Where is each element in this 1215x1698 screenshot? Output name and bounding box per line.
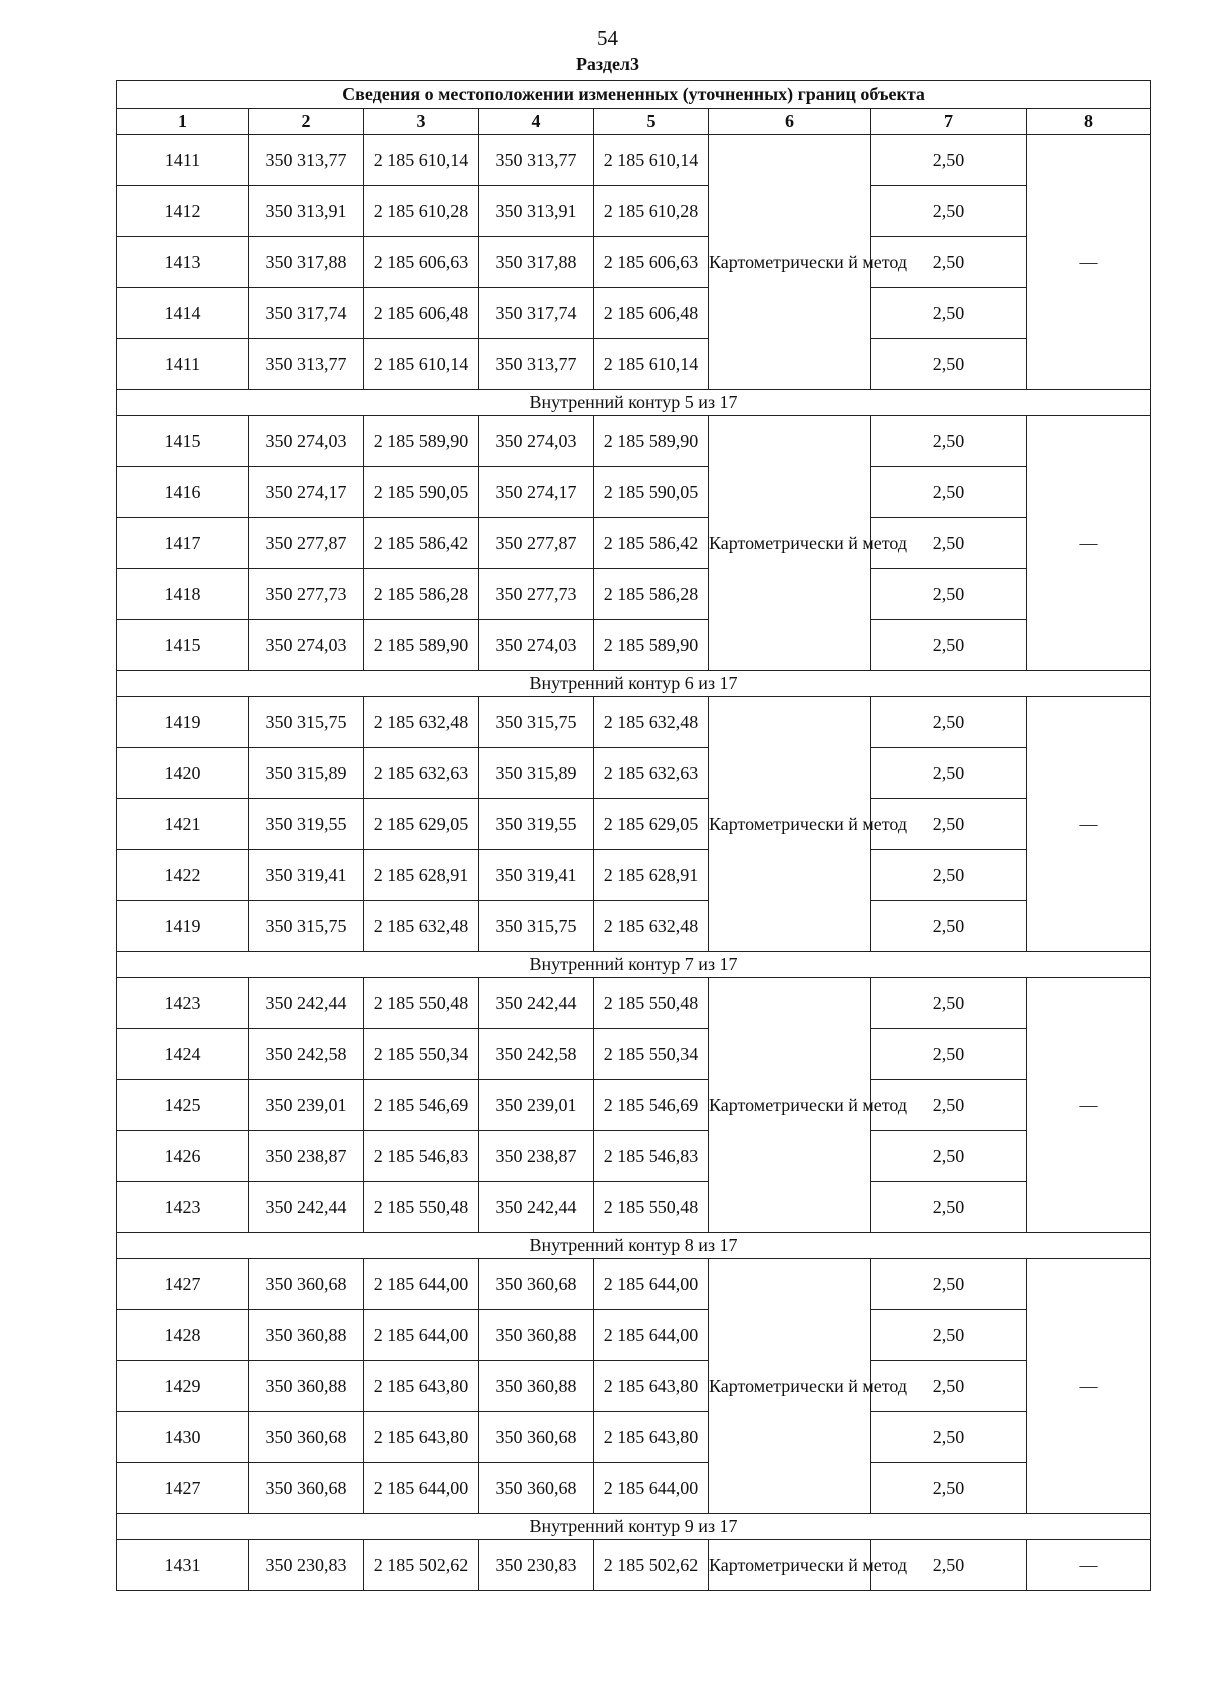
coord-x-new-cell: 350 238,87 [479,1131,594,1182]
coord-x-new-cell: 350 277,87 [479,518,594,569]
coord-x-cell: 350 239,01 [249,1080,364,1131]
table-row [117,569,1151,620]
coord-y-new-cell: 2 185 632,48 [594,697,709,748]
column-header: 2 [249,109,364,135]
method-cell: Картометрически й метод [709,978,871,1233]
coord-x-new-cell: 350 317,74 [479,288,594,339]
section-title: Раздел3 [575,54,640,74]
coord-y-new-cell: 2 185 550,34 [594,1029,709,1080]
accuracy-cell: 2,50 [871,850,1027,901]
coord-y-new-cell: 2 185 643,80 [594,1361,709,1412]
coord-x-cell: 350 242,44 [249,1182,364,1233]
point-number-cell: 1421 [117,799,249,850]
table-row [117,467,1151,518]
table-row [117,1310,1151,1361]
coord-y-new-cell: 2 185 586,28 [594,569,709,620]
description-cell: — [1027,697,1151,952]
point-number-cell: 1417 [117,518,249,569]
coord-x-cell: 350 277,73 [249,569,364,620]
coord-y-cell: 2 185 632,48 [364,697,479,748]
coord-y-new-cell: 2 185 550,48 [594,978,709,1029]
table-row [117,288,1151,339]
table-row [117,620,1151,671]
point-number-cell: 1427 [117,1259,249,1310]
coord-y-new-cell: 2 185 610,28 [594,186,709,237]
accuracy-cell: 2,50 [871,1310,1027,1361]
coord-y-cell: 2 185 629,05 [364,799,479,850]
coord-x-cell: 350 274,03 [249,416,364,467]
contour-label: Внутренний контур 9 из 17 [117,1514,1151,1540]
coord-y-cell: 2 185 589,90 [364,416,479,467]
accuracy-cell: 2,50 [871,237,1027,288]
coord-x-cell: 350 313,77 [249,135,364,186]
coord-x-new-cell: 350 360,68 [479,1259,594,1310]
coord-y-cell: 2 185 590,05 [364,467,479,518]
coord-y-new-cell: 2 185 502,62 [594,1540,709,1591]
coord-y-cell: 2 185 644,00 [364,1259,479,1310]
coord-y-cell: 2 185 550,34 [364,1029,479,1080]
description-cell: — [1027,135,1151,390]
page-number: 54 [597,26,618,50]
table-row [117,339,1151,390]
coord-x-new-cell: 350 242,58 [479,1029,594,1080]
coord-y-cell: 2 185 610,14 [364,339,479,390]
coord-y-new-cell: 2 185 632,63 [594,748,709,799]
coord-x-cell: 350 277,87 [249,518,364,569]
contour-row [117,1233,1151,1259]
point-number-cell: 1412 [117,186,249,237]
column-header: 1 [117,109,249,135]
coord-y-new-cell: 2 185 643,80 [594,1412,709,1463]
coord-x-cell: 350 360,68 [249,1412,364,1463]
coord-x-new-cell: 350 313,77 [479,135,594,186]
accuracy-cell: 2,50 [871,620,1027,671]
coord-y-new-cell: 2 185 546,69 [594,1080,709,1131]
coord-y-new-cell: 2 185 590,05 [594,467,709,518]
point-number-cell: 1415 [117,620,249,671]
accuracy-cell: 2,50 [871,288,1027,339]
table-row [117,135,1151,186]
coord-y-new-cell: 2 185 644,00 [594,1310,709,1361]
coord-y-new-cell: 2 185 606,63 [594,237,709,288]
table-row [117,1259,1151,1310]
coord-x-cell: 350 317,74 [249,288,364,339]
accuracy-cell: 2,50 [871,978,1027,1029]
coord-y-cell: 2 185 632,63 [364,748,479,799]
column-header: 4 [479,109,594,135]
table-body [117,135,1151,1591]
table-row [117,1131,1151,1182]
table-row [117,799,1151,850]
coord-y-new-cell: 2 185 586,42 [594,518,709,569]
contour-row [117,671,1151,697]
point-number-cell: 1422 [117,850,249,901]
table-row [117,237,1151,288]
accuracy-cell: 2,50 [871,1182,1027,1233]
description-cell: — [1027,416,1151,671]
coord-x-new-cell: 350 317,88 [479,237,594,288]
accuracy-cell: 2,50 [871,1131,1027,1182]
coord-y-new-cell: 2 185 550,48 [594,1182,709,1233]
coord-x-cell: 350 315,75 [249,901,364,952]
table-row [117,978,1151,1029]
description-cell: — [1027,978,1151,1233]
coord-y-cell: 2 185 644,00 [364,1310,479,1361]
table-row [117,697,1151,748]
coord-x-cell: 350 313,91 [249,186,364,237]
coord-y-new-cell: 2 185 628,91 [594,850,709,901]
coord-y-new-cell: 2 185 644,00 [594,1259,709,1310]
point-number-cell: 1427 [117,1463,249,1514]
coord-y-cell: 2 185 546,69 [364,1080,479,1131]
coord-y-cell: 2 185 550,48 [364,978,479,1029]
accuracy-cell: 2,50 [871,799,1027,850]
coord-x-new-cell: 350 313,91 [479,186,594,237]
accuracy-cell: 2,50 [871,1412,1027,1463]
table-row [117,1540,1151,1591]
coord-y-cell: 2 185 628,91 [364,850,479,901]
table-row [117,1361,1151,1412]
column-header: 7 [871,109,1027,135]
coordinates-table [116,80,1151,1591]
coord-y-new-cell: 2 185 589,90 [594,620,709,671]
coord-x-cell: 350 319,55 [249,799,364,850]
coord-x-cell: 350 230,83 [249,1540,364,1591]
accuracy-cell: 2,50 [871,518,1027,569]
coord-x-new-cell: 350 242,44 [479,1182,594,1233]
column-header: 6 [709,109,871,135]
accuracy-cell: 2,50 [871,339,1027,390]
coord-x-cell: 350 238,87 [249,1131,364,1182]
coord-x-cell: 350 274,17 [249,467,364,518]
coord-y-new-cell: 2 185 629,05 [594,799,709,850]
contour-label: Внутренний контур 6 из 17 [117,671,1151,697]
coord-x-cell: 350 360,88 [249,1310,364,1361]
coord-x-new-cell: 350 274,03 [479,416,594,467]
table-row [117,518,1151,569]
coord-y-new-cell: 2 185 606,48 [594,288,709,339]
coord-y-cell: 2 185 610,28 [364,186,479,237]
table-row [117,901,1151,952]
point-number-cell: 1431 [117,1540,249,1591]
coord-x-new-cell: 350 230,83 [479,1540,594,1591]
table-row [117,1029,1151,1080]
accuracy-cell: 2,50 [871,467,1027,518]
table-row [117,748,1151,799]
coord-x-new-cell: 350 313,77 [479,339,594,390]
contour-label: Внутренний контур 5 из 17 [117,390,1151,416]
coord-y-cell: 2 185 550,48 [364,1182,479,1233]
point-number-cell: 1430 [117,1412,249,1463]
point-number-cell: 1425 [117,1080,249,1131]
accuracy-cell: 2,50 [871,1540,1027,1591]
coord-x-cell: 350 313,77 [249,339,364,390]
coord-x-new-cell: 350 277,73 [479,569,594,620]
coord-y-new-cell: 2 185 546,83 [594,1131,709,1182]
point-number-cell: 1416 [117,467,249,518]
point-number-cell: 1420 [117,748,249,799]
coord-y-cell: 2 185 546,83 [364,1131,479,1182]
coord-x-cell: 350 242,44 [249,978,364,1029]
coord-y-cell: 2 185 643,80 [364,1412,479,1463]
coord-x-new-cell: 350 360,68 [479,1463,594,1514]
coord-y-cell: 2 185 502,62 [364,1540,479,1591]
coord-x-cell: 350 319,41 [249,850,364,901]
coord-y-cell: 2 185 644,00 [364,1463,479,1514]
point-number-cell: 1424 [117,1029,249,1080]
coord-y-new-cell: 2 185 644,00 [594,1463,709,1514]
coord-x-cell: 350 360,88 [249,1361,364,1412]
table-title: Сведения о местоположении измененных (уточненных) границ объекта [117,81,1151,109]
point-number-cell: 1423 [117,1182,249,1233]
coord-x-cell: 350 315,89 [249,748,364,799]
coord-x-cell: 350 317,88 [249,237,364,288]
coord-x-new-cell: 350 315,75 [479,901,594,952]
coord-y-cell: 2 185 643,80 [364,1361,479,1412]
coord-x-new-cell: 350 274,03 [479,620,594,671]
accuracy-cell: 2,50 [871,1361,1027,1412]
coord-y-new-cell: 2 185 610,14 [594,339,709,390]
coord-y-new-cell: 2 185 589,90 [594,416,709,467]
table-row [117,1080,1151,1131]
coord-x-new-cell: 350 319,55 [479,799,594,850]
coord-x-new-cell: 350 360,88 [479,1310,594,1361]
coord-x-new-cell: 350 315,75 [479,697,594,748]
coord-x-new-cell: 350 315,89 [479,748,594,799]
column-header: 3 [364,109,479,135]
accuracy-cell: 2,50 [871,1029,1027,1080]
point-number-cell: 1426 [117,1131,249,1182]
point-number-cell: 1418 [117,569,249,620]
contour-label: Внутренний контур 7 из 17 [117,952,1151,978]
contour-row [117,952,1151,978]
table-row [117,1463,1151,1514]
coord-y-cell: 2 185 606,48 [364,288,479,339]
contour-row [117,1514,1151,1540]
column-header-row [117,109,1151,135]
method-cell: Картометрически й метод [709,1540,871,1591]
coord-x-new-cell: 350 274,17 [479,467,594,518]
point-number-cell: 1411 [117,339,249,390]
coord-x-new-cell: 350 242,44 [479,978,594,1029]
contour-label: Внутренний контур 8 из 17 [117,1233,1151,1259]
table-row [117,416,1151,467]
method-cell: Картометрически й метод [709,1259,871,1514]
accuracy-cell: 2,50 [871,697,1027,748]
accuracy-cell: 2,50 [871,748,1027,799]
point-number-cell: 1429 [117,1361,249,1412]
coord-x-cell: 350 360,68 [249,1259,364,1310]
method-cell: Картометрически й метод [709,135,871,390]
coord-x-cell: 350 274,03 [249,620,364,671]
coord-x-new-cell: 350 360,88 [479,1361,594,1412]
point-number-cell: 1428 [117,1310,249,1361]
accuracy-cell: 2,50 [871,1259,1027,1310]
coord-x-cell: 350 315,75 [249,697,364,748]
accuracy-cell: 2,50 [871,901,1027,952]
accuracy-cell: 2,50 [871,135,1027,186]
coord-x-cell: 350 360,68 [249,1463,364,1514]
coord-x-new-cell: 350 319,41 [479,850,594,901]
point-number-cell: 1414 [117,288,249,339]
coord-x-new-cell: 350 239,01 [479,1080,594,1131]
table-row [117,186,1151,237]
table-row [117,850,1151,901]
point-number-cell: 1415 [117,416,249,467]
column-header: 8 [1027,109,1151,135]
accuracy-cell: 2,50 [871,569,1027,620]
accuracy-cell: 2,50 [871,186,1027,237]
method-cell: Картометрически й метод [709,697,871,952]
description-cell: — [1027,1540,1151,1591]
contour-row [117,390,1151,416]
point-number-cell: 1423 [117,978,249,1029]
coord-y-cell: 2 185 606,63 [364,237,479,288]
accuracy-cell: 2,50 [871,1463,1027,1514]
point-number-cell: 1419 [117,697,249,748]
description-cell: — [1027,1259,1151,1514]
accuracy-cell: 2,50 [871,416,1027,467]
table-row [117,1182,1151,1233]
point-number-cell: 1411 [117,135,249,186]
coord-x-new-cell: 350 360,68 [479,1412,594,1463]
point-number-cell: 1419 [117,901,249,952]
point-number-cell: 1413 [117,237,249,288]
table-row [117,1412,1151,1463]
coord-y-cell: 2 185 586,42 [364,518,479,569]
coord-y-cell: 2 185 632,48 [364,901,479,952]
coord-y-cell: 2 185 586,28 [364,569,479,620]
method-cell: Картометрически й метод [709,416,871,671]
coord-y-new-cell: 2 185 610,14 [594,135,709,186]
column-header: 5 [594,109,709,135]
coord-y-new-cell: 2 185 632,48 [594,901,709,952]
coord-x-cell: 350 242,58 [249,1029,364,1080]
accuracy-cell: 2,50 [871,1080,1027,1131]
coord-y-cell: 2 185 610,14 [364,135,479,186]
coord-y-cell: 2 185 589,90 [364,620,479,671]
